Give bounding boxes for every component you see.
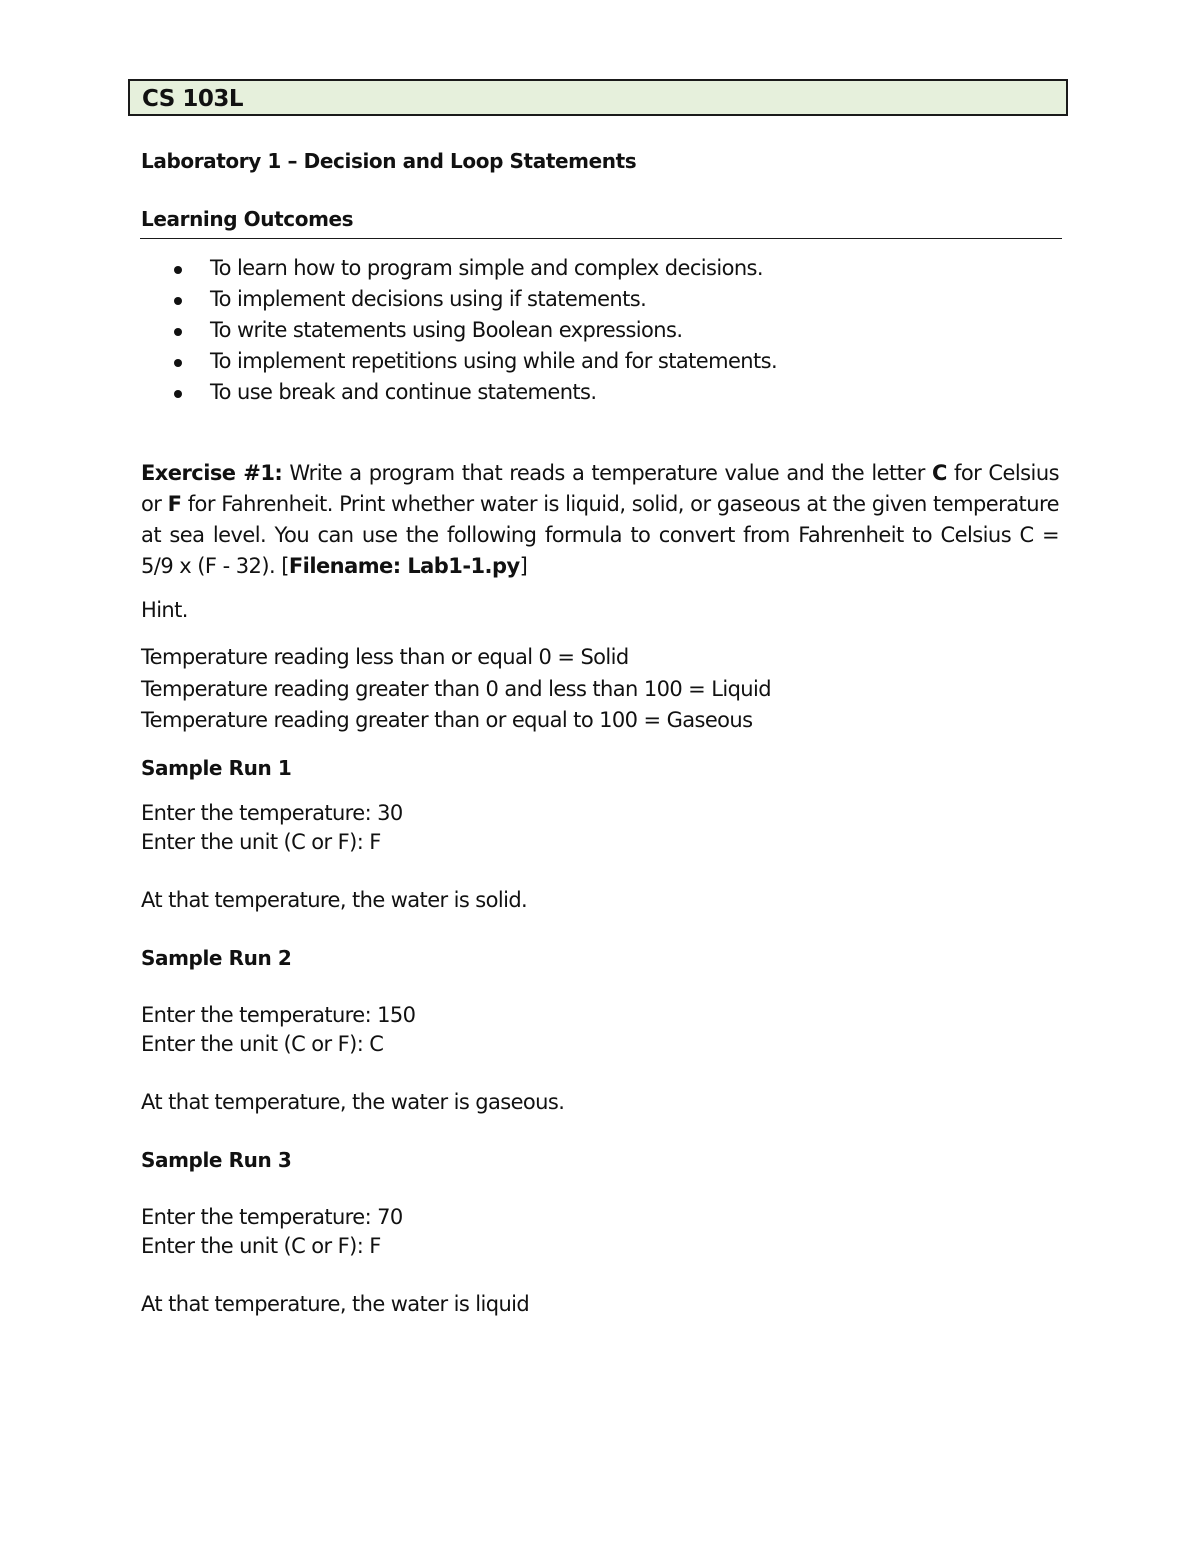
heading-divider <box>140 238 1062 239</box>
sample-run-3-unit: Enter the unit (C or F): F <box>141 1234 381 1258</box>
sample-run-3-result: At that temperature, the water is liquid <box>141 1292 530 1316</box>
course-code: CS 103L <box>142 86 244 112</box>
bullet-icon <box>174 359 182 367</box>
learning-outcomes-heading: Learning Outcomes <box>141 207 354 231</box>
sample-run-3-heading: Sample Run 3 <box>141 1148 292 1172</box>
hint-line-solid: Temperature reading less than or equal 0 = Solid <box>141 645 629 669</box>
hint-line-liquid: Temperature reading greater than 0 and less than 100 = Liquid <box>141 677 771 701</box>
sample-run-2-heading: Sample Run 2 <box>141 946 292 970</box>
course-header-box <box>128 79 1068 116</box>
sample-run-1-heading: Sample Run 1 <box>141 756 292 780</box>
outcome-text: To write statements using Boolean expressions. <box>210 318 683 342</box>
exercise-text-1: Write a program that reads a temperature value and the letter <box>282 461 932 485</box>
bullet-icon <box>174 266 182 274</box>
sample-run-2-unit: Enter the unit (C or F): C <box>141 1032 384 1056</box>
exercise-text-3: for Fahrenheit. Print whether water is liquid, solid, or gaseous at the given temperature at sea level. You can use the following formula to convert from Fahrenheit to Celsius C = 5/9 x (F - 32). [ <box>141 492 1059 578</box>
sample-run-1-result: At that temperature, the water is solid. <box>141 888 528 912</box>
exercise-letter-c: C <box>931 461 947 485</box>
sample-run-1-temp: Enter the temperature: 30 <box>141 801 403 825</box>
lab-title: Laboratory 1 – Decision and Loop Statements <box>141 149 637 173</box>
bullet-icon <box>174 390 182 398</box>
sample-run-2-result: At that temperature, the water is gaseous. <box>141 1090 565 1114</box>
hint-label: Hint. <box>141 598 188 622</box>
exercise-label: Exercise #1: <box>141 461 283 485</box>
exercise-paragraph <box>141 458 1059 582</box>
exercise-letter-f: F <box>167 492 182 516</box>
sample-run-3-temp: Enter the temperature: 70 <box>141 1205 403 1229</box>
outcome-text: To implement decisions using if statements. <box>210 287 647 311</box>
sample-run-2-temp: Enter the temperature: 150 <box>141 1003 416 1027</box>
exercise-text-4: ] <box>519 554 528 578</box>
outcome-text: To implement repetitions using while and for statements. <box>210 349 778 373</box>
bullet-icon <box>174 328 182 336</box>
sample-run-1-unit: Enter the unit (C or F): F <box>141 830 381 854</box>
hint-line-gaseous: Temperature reading greater than or equal to 100 = Gaseous <box>141 708 753 732</box>
outcome-text: To use break and continue statements. <box>210 380 597 404</box>
exercise-filename: Filename: Lab1-1.py <box>288 554 520 578</box>
outcome-text: To learn how to program simple and complex decisions. <box>210 256 763 280</box>
exercise-text-2: for Celsius or <box>141 461 1059 516</box>
bullet-icon <box>174 297 182 305</box>
